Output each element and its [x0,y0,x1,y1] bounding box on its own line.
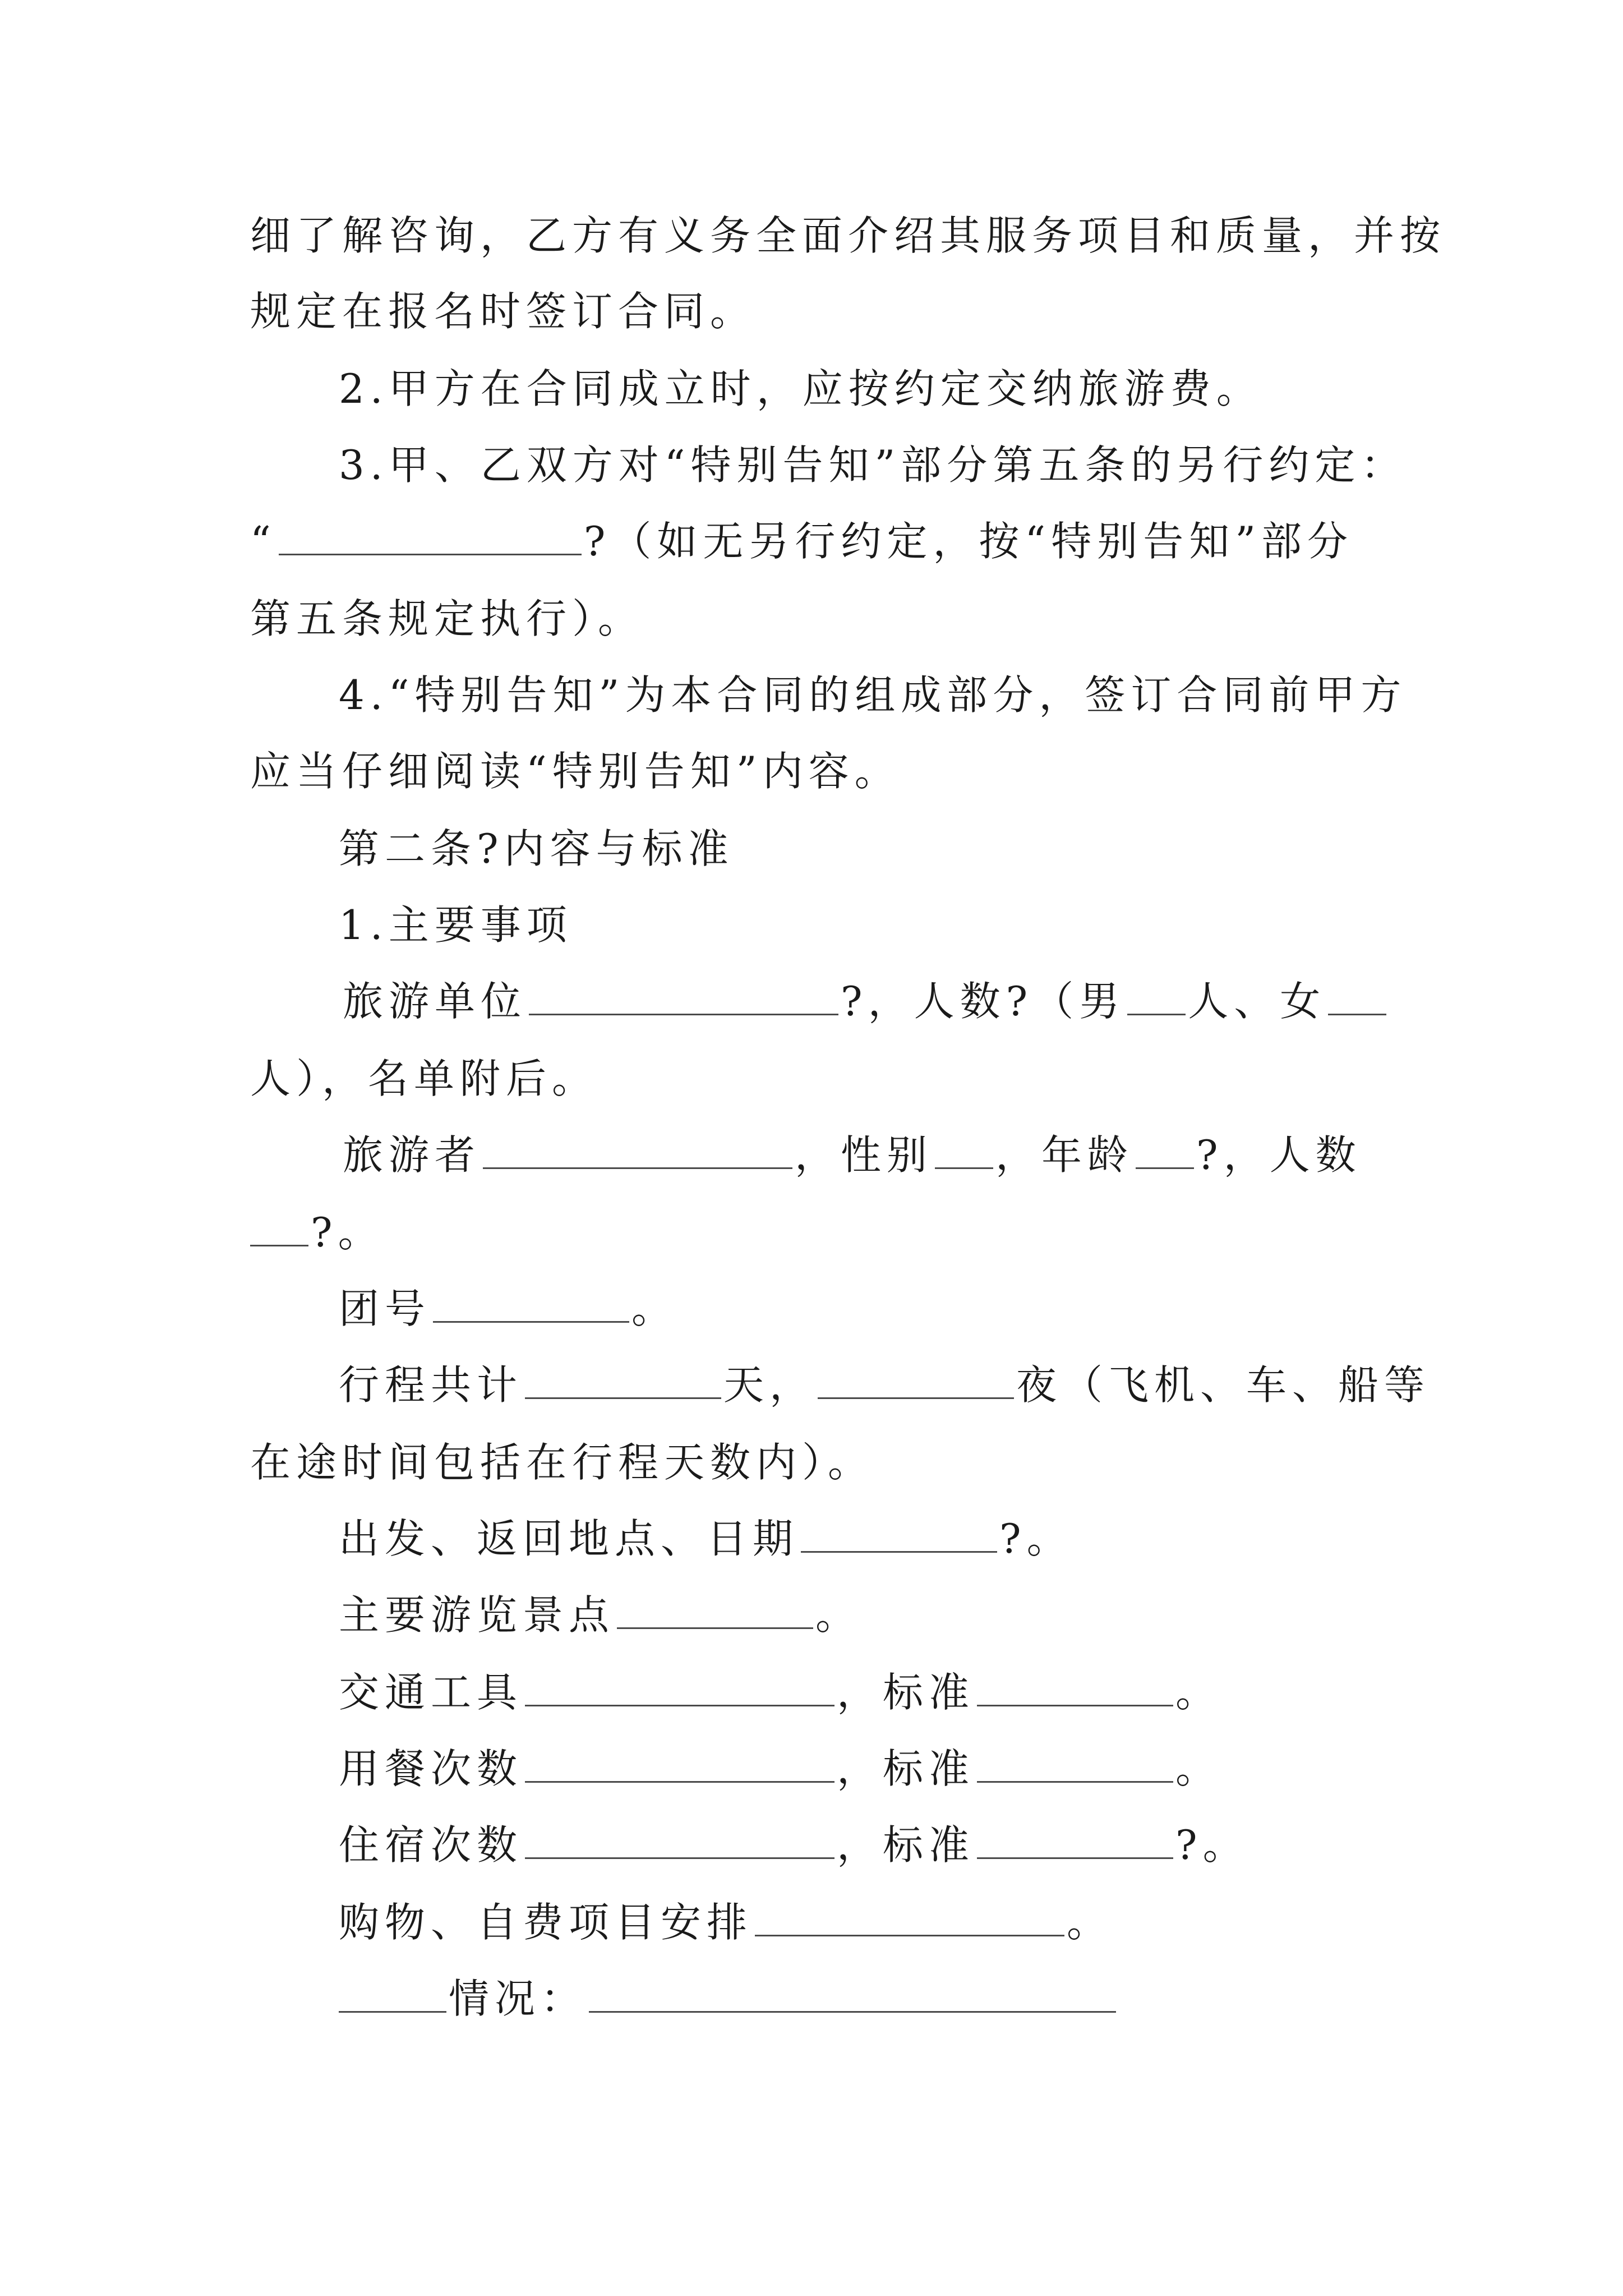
text: 第五条规定执行）。 [250,595,644,642]
text: 。 [1175,1669,1222,1716]
text: ，标准 [837,1821,975,1869]
text: ，标准 [837,1669,975,1716]
text: 规定在报名时签订合同。 [250,288,757,335]
departure-row [339,1511,1073,1567]
tourist-row-line2 [250,1204,384,1260]
days-field[interactable] [525,1359,721,1399]
text: ?。 [1175,1821,1249,1869]
transport-field[interactable] [525,1667,834,1706]
tourist-row [343,1127,1362,1183]
tour-unit-field[interactable] [529,976,838,1015]
tour-unit-row [343,973,1389,1029]
text: ，性别 [795,1131,933,1179]
itinerary-row-line2 [250,1434,874,1490]
meals-row [339,1741,1221,1797]
age-field[interactable] [1136,1129,1194,1169]
lodging-row [339,1817,1249,1873]
text: “ [250,518,276,565]
lodging-field[interactable] [525,1819,834,1859]
gender-field[interactable] [935,1129,993,1169]
label: 用餐次数 [339,1745,523,1792]
itinerary-row [339,1357,1430,1413]
clause-item-2 [339,361,1262,417]
male-count-field[interactable] [1127,976,1186,1015]
text: ?。 [311,1209,384,1256]
label: 住宿次数 [339,1821,523,1869]
label: 行程共计 [339,1361,523,1409]
text: ?。 [999,1515,1073,1562]
sights-row [339,1587,861,1643]
transport-standard-field[interactable] [977,1667,1173,1706]
label: 交通工具 [339,1669,523,1716]
text: ?（如无另行约定，按“特别告知”部分 [583,518,1354,565]
paragraph-line [250,208,1446,264]
text: 。 [1175,1745,1222,1792]
female-count-field[interactable] [1328,976,1386,1015]
text: 第二条?内容与标准 [339,825,734,872]
text: ，标准 [837,1745,975,1792]
label: 出发、返回地点、日期 [339,1515,799,1562]
situation-row [339,1971,1118,2027]
departure-field[interactable] [801,1513,997,1553]
text: 应当仔细阅读“特别告知”内容。 [250,748,901,795]
text: ?，人数?（男 [841,978,1126,1025]
lodging-standard-field[interactable] [977,1819,1173,1859]
group-number-row [339,1281,677,1337]
text: 2.甲方在合同成立时，应按约定交纳旅游费。 [339,365,1262,412]
text: 4.“特别告知”为本合同的组成部分，签订合同前甲方 [339,671,1407,719]
text: 人、女 [1188,978,1326,1025]
text: 。 [1067,1899,1113,1946]
paragraph-line [250,283,756,339]
label: 情况： [449,1975,587,2022]
clause-item-4-line2 [250,743,901,799]
shopping-field[interactable] [755,1897,1064,1936]
tour-unit-row-line2 [250,1051,598,1107]
clause-item-3-line3 [250,591,644,647]
tourist-name-field[interactable] [483,1129,792,1169]
text: 在途时间包括在行程天数内）。 [250,1439,874,1486]
text: 细了解咨询，乙方有义务全面介绍其服务项目和质量，并按 [250,212,1446,259]
text: 天， [723,1361,816,1409]
shopping-row [339,1894,1113,1950]
group-number-field[interactable] [433,1283,629,1323]
meals-standard-field[interactable] [977,1743,1173,1783]
text: 。 [631,1285,678,1332]
nights-field[interactable] [818,1359,1014,1399]
sights-field[interactable] [617,1589,813,1629]
text: 1.主要事项 [339,901,573,949]
label: 团号 [339,1285,431,1332]
text: 夜（飞机、车、船等 [1016,1361,1431,1409]
meals-field[interactable] [525,1743,834,1783]
text: 3.甲、乙双方对“特别告知”部分第五条的另行约定： [339,441,1407,489]
clause-item-3-line2 [250,513,1353,569]
text: 人），名单附后。 [250,1055,598,1102]
label: 购物、自费项目安排 [339,1899,753,1946]
blank-field[interactable] [279,516,582,555]
clause-item-3 [339,437,1407,493]
transport-row [339,1664,1221,1720]
article-heading [339,821,734,877]
clause-item-4 [339,667,1407,723]
tourist-count-field[interactable] [250,1207,308,1246]
text: 。 [815,1591,862,1639]
text: ，年龄 [995,1131,1134,1179]
label: 主要游览景点 [339,1591,615,1639]
situation-prefix-field[interactable] [339,1973,446,2013]
sub-heading [339,897,573,953]
label: 旅游者 [343,1131,481,1179]
text: ?，人数 [1196,1131,1362,1179]
label: 旅游单位 [343,978,527,1025]
situation-field[interactable] [589,1973,1116,2013]
